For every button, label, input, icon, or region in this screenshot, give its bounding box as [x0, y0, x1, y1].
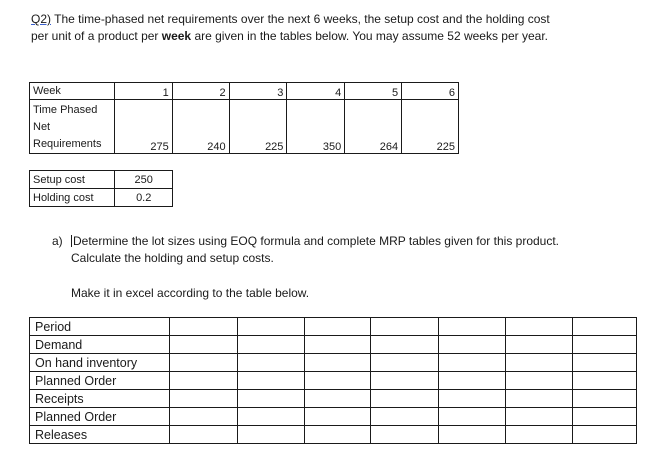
mrp-empty-cell [237, 390, 304, 408]
mrp-empty-cell [573, 408, 637, 426]
mrp-empty-cell [573, 426, 637, 444]
mrp-empty-cell [371, 408, 439, 426]
requirement-cell: 264 [345, 100, 402, 154]
mrp-table [29, 317, 637, 444]
requirements-label-line: Time Phased [33, 104, 98, 116]
mrp-empty-cell [506, 354, 573, 372]
mrp-empty-cell [573, 390, 637, 408]
question-text-1: The time-phased net requirements over the next 6 weeks, the setup cost and the holding cost [51, 12, 550, 26]
requirements-label [30, 100, 115, 154]
mrp-empty-cell [371, 336, 439, 354]
mrp-empty-cell [573, 354, 637, 372]
mrp-row-label: Releases [30, 426, 170, 444]
setup-cost-label: Setup cost [30, 171, 115, 189]
week-cell: 5 [345, 83, 402, 100]
mrp-row [30, 372, 637, 390]
question-line-2 [31, 28, 548, 44]
mrp-empty-cell [506, 318, 573, 336]
week-row [30, 83, 459, 100]
mrp-empty-cell [169, 336, 237, 354]
mrp-empty-cell [237, 336, 304, 354]
mrp-row [30, 354, 637, 372]
mrp-empty-cell [304, 318, 371, 336]
mrp-empty-cell [371, 318, 439, 336]
week-cell: 1 [114, 83, 172, 100]
mrp-empty-cell [439, 372, 506, 390]
mrp-row-label: Period [30, 318, 170, 336]
question-line-1 [31, 11, 550, 27]
mrp-row-label: Planned Order [30, 372, 170, 390]
mrp-empty-cell [169, 354, 237, 372]
week-cell: 6 [402, 83, 459, 100]
mrp-row [30, 318, 637, 336]
mrp-empty-cell [439, 390, 506, 408]
question-text-2b: are given in the tables below. You may assume 52 weeks per year. [191, 29, 548, 43]
mrp-empty-cell [439, 318, 506, 336]
mrp-empty-cell [237, 372, 304, 390]
mrp-empty-cell [371, 390, 439, 408]
holding-cost-row [30, 189, 173, 207]
question-number: Q2) [31, 12, 52, 26]
mrp-row [30, 408, 637, 426]
mrp-empty-cell [439, 336, 506, 354]
requirements-label-line: Net [33, 121, 51, 133]
requirements-row [30, 100, 459, 154]
mrp-empty-cell [304, 390, 371, 408]
holding-cost-value: 0.2 [115, 189, 173, 207]
mrp-empty-cell [371, 426, 439, 444]
requirement-cell: 275 [114, 100, 172, 154]
requirement-cell: 225 [229, 100, 287, 154]
mrp-empty-cell [169, 372, 237, 390]
mrp-row [30, 390, 637, 408]
requirement-cell: 225 [402, 100, 459, 154]
mrp-empty-cell [237, 318, 304, 336]
mrp-empty-cell [169, 318, 237, 336]
mrp-empty-cell [506, 336, 573, 354]
requirement-cell: 350 [287, 100, 345, 154]
question-text-2a: per unit of a product per [31, 29, 162, 43]
mrp-empty-cell [304, 426, 371, 444]
mrp-empty-cell [439, 354, 506, 372]
requirements-label-line: Requirements [33, 138, 102, 150]
mrp-empty-cell [371, 354, 439, 372]
setup-cost-value: 250 [115, 171, 173, 189]
mrp-empty-cell [371, 372, 439, 390]
mrp-empty-cell [506, 390, 573, 408]
mrp-empty-cell [237, 354, 304, 372]
requirements-table [29, 82, 459, 154]
week-label: Week [30, 83, 115, 100]
mrp-empty-cell [573, 372, 637, 390]
mrp-empty-cell [573, 318, 637, 336]
mrp-empty-cell [237, 426, 304, 444]
part-a-text-2: Calculate the holding and setup costs. [71, 251, 274, 265]
part-a-instruction-1: Determine the lot sizes using EOQ formula and complete MRP tables given for this product. [73, 234, 560, 248]
mrp-row-label: Receipts [30, 390, 170, 408]
mrp-empty-cell [304, 354, 371, 372]
mrp-empty-cell [237, 408, 304, 426]
text-cursor [71, 235, 72, 247]
mrp-empty-cell [304, 372, 371, 390]
mrp-empty-cell [506, 426, 573, 444]
week-cell: 3 [229, 83, 287, 100]
mrp-row-label: Demand [30, 336, 170, 354]
part-a-line-1 [52, 233, 63, 249]
mrp-row [30, 426, 637, 444]
mrp-empty-cell [506, 372, 573, 390]
part-a-marker: a) [52, 234, 63, 248]
holding-cost-label: Holding cost [30, 189, 115, 207]
mrp-row [30, 336, 637, 354]
mrp-empty-cell [439, 408, 506, 426]
mrp-empty-cell [169, 408, 237, 426]
mrp-row-label: On hand inventory [30, 354, 170, 372]
week-cell: 2 [172, 83, 229, 100]
mrp-empty-cell [439, 426, 506, 444]
mrp-empty-cell [169, 390, 237, 408]
requirement-cell: 240 [172, 100, 229, 154]
week-cell: 4 [287, 83, 345, 100]
cost-table [29, 170, 173, 207]
mrp-empty-cell [573, 336, 637, 354]
part-a-text-1 [71, 233, 559, 249]
mrp-empty-cell [304, 408, 371, 426]
mrp-row-label: Planned Order [30, 408, 170, 426]
mrp-empty-cell [506, 408, 573, 426]
setup-cost-row [30, 171, 173, 189]
part-a-excel-instruction: Make it in excel according to the table below. [71, 286, 310, 300]
mrp-empty-cell [169, 426, 237, 444]
question-text-bold: week [161, 29, 192, 43]
mrp-empty-cell [304, 336, 371, 354]
